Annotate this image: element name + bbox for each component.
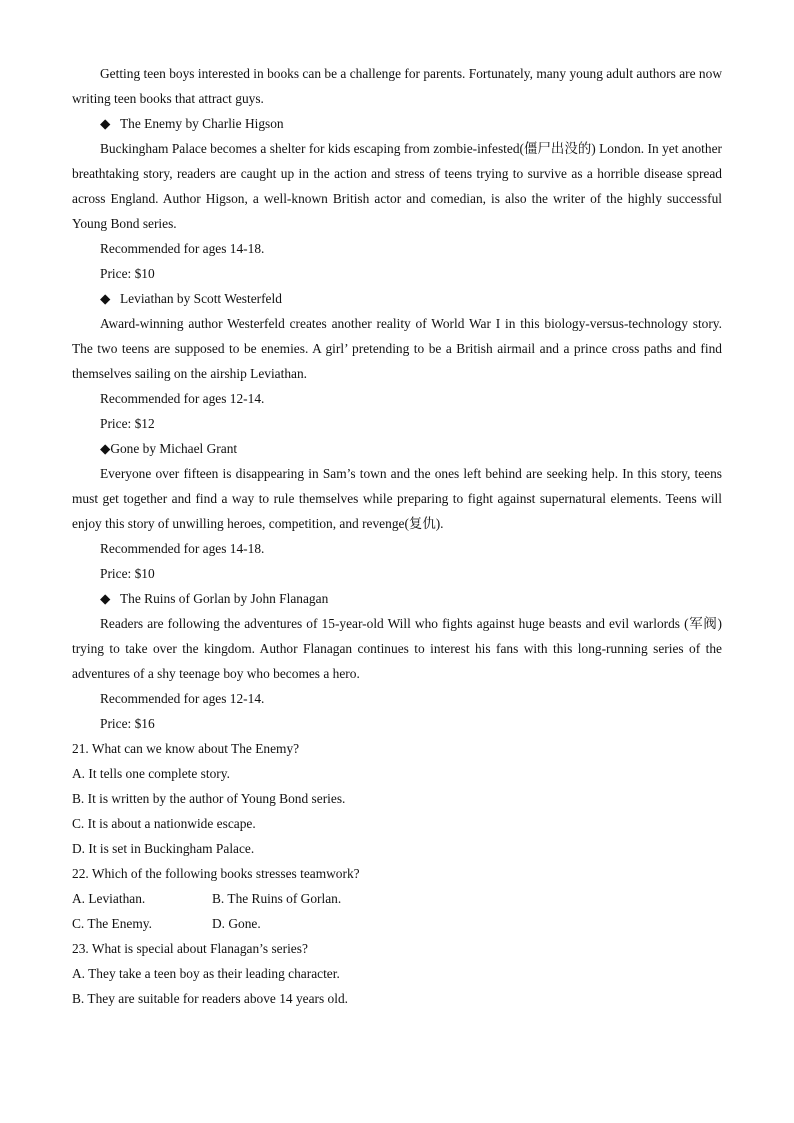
book-heading-ruins-of-gorlan <box>72 586 722 611</box>
diamond-bullet-icon: ◆ <box>100 291 111 306</box>
book-heading-leviathan <box>72 286 722 311</box>
book-price: Price: $12 <box>100 416 155 431</box>
question-21-option-a: A. It tells one complete story. <box>72 766 230 781</box>
question-22-option-c: C. The Enemy. <box>72 916 152 931</box>
book-ages: Recommended for ages 12-14. <box>100 691 265 706</box>
diamond-bullet-icon: ◆ <box>100 441 111 456</box>
question-23-option-a: A. They take a teen boy as their leading character. <box>72 966 340 981</box>
book-description: Award-winning author Westerfeld creates another reality of World War I in this biology-versus-technology story. The two teens are supposed to be enemies. A girl’ pretending to be a British airmail and a prince cross paths and find themselves sailing on the airship Leviathan. <box>72 316 722 381</box>
question-22-option-a: A. Leviathan. <box>72 891 146 906</box>
question-21-option-d: D. It is set in Buckingham Palace. <box>72 841 255 856</box>
book-price: Price: $10 <box>100 566 155 581</box>
question-23-option-b: B. They are suitable for readers above 14 years old. <box>72 991 349 1006</box>
book-ages: Recommended for ages 12-14. <box>100 391 265 406</box>
book-price: Price: $16 <box>100 716 155 731</box>
question-21-option-b: B. It is written by the author of Young Bond series. <box>72 791 346 806</box>
question-22-option-d: D. Gone. <box>212 916 261 931</box>
book-price: Price: $10 <box>100 266 155 281</box>
book-title: Leviathan by Scott Westerfeld <box>120 291 282 306</box>
book-title: Gone by Michael Grant <box>110 441 238 456</box>
book-heading-gone <box>72 436 722 461</box>
book-ages: Recommended for ages 14-18. <box>100 541 265 556</box>
diamond-bullet-icon: ◆ <box>100 591 111 606</box>
book-description: Readers are following the adventures of 15-year-old Will who fights against huge beasts and evil warlords (军阀) trying to take over the kingdom. Author Flanagan continues to interest his fans with this long-running series of the adventures of a shy teenage boy who becomes a hero. <box>72 616 722 681</box>
intro-paragraph: Getting teen boys interested in books can be a challenge for parents. Fortunately, many young adult authors are now writing teen books that attract guys. <box>72 66 722 106</box>
diamond-bullet-icon: ◆ <box>100 116 111 131</box>
question-22-options-row-1 <box>72 886 722 911</box>
book-title: The Enemy by Charlie Higson <box>120 116 284 131</box>
book-description: Buckingham Palace becomes a shelter for kids escaping from zombie-infested(僵尸出没的) London. In yet another breathtaking story, readers are caught up in the action and stress of teens trying to survive as a horrible disease spread across England. Author Higson, a well-known British actor and comedian, is also the writer of the highly successful Young Bond series. <box>72 141 722 231</box>
book-ages: Recommended for ages 14-18. <box>100 241 265 256</box>
question-22-option-b: B. The Ruins of Gorlan. <box>212 891 342 906</box>
question-22-options-row-2 <box>72 911 722 936</box>
question-23-stem: 23. What is special about Flanagan’s series? <box>72 941 308 956</box>
book-heading-the-enemy <box>72 111 722 136</box>
question-22-stem: 22. Which of the following books stresses teamwork? <box>72 866 360 881</box>
document-page <box>72 61 722 1011</box>
question-21-stem: 21. What can we know about The Enemy? <box>72 741 300 756</box>
book-description: Everyone over fifteen is disappearing in Sam’s town and the ones left behind are seeking help. In this story, teens must get together and find a way to rule themselves while preparing to fight against supernatural elements. Teens will enjoy this story of unwilling heroes, competition, and revenge(复仇). <box>72 466 722 531</box>
book-title: The Ruins of Gorlan by John Flanagan <box>120 591 329 606</box>
question-21-option-c: C. It is about a nationwide escape. <box>72 816 256 831</box>
